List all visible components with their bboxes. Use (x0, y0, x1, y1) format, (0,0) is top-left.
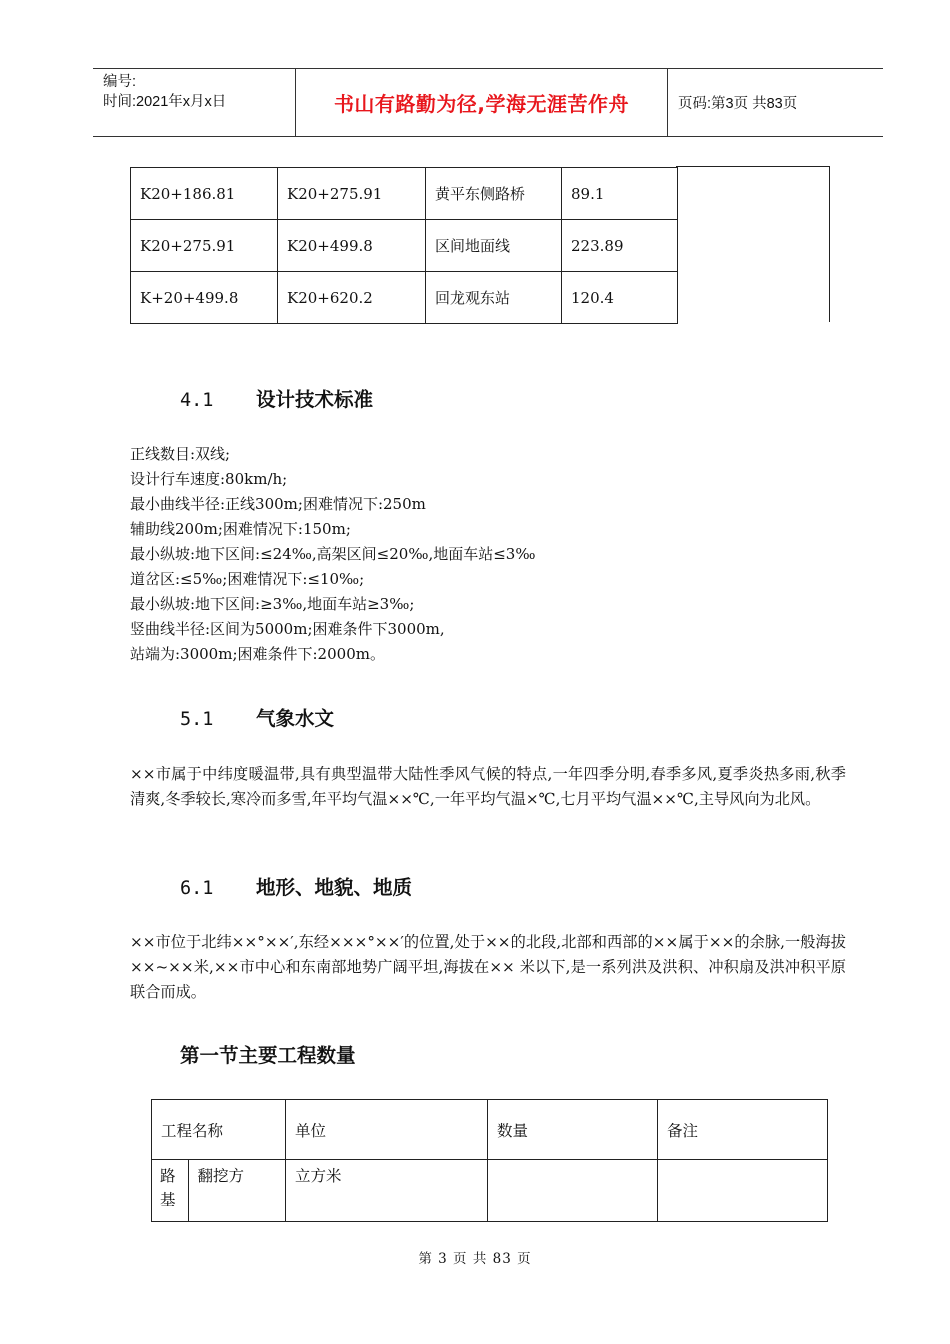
header-meta (103, 72, 226, 112)
table-trailing-border (676, 166, 830, 322)
section-title: 气象水文 (256, 707, 335, 730)
table-cell-group: 路基 (152, 1160, 189, 1222)
terrain-paragraph: ××市位于北纬××°××′,东经×××°××′的位置,处于××的北段,北部和西部的××属于××的余脉,一般海拔××~××米,××市中心和东南部地势广阔平坦,海拔在×× 米以下,是一系列洪及洪积、冲积扇及洪冲积平原联合而成。 (130, 933, 846, 1001)
table-cell: K20+275.91 (278, 168, 426, 220)
table-cell (658, 1160, 828, 1222)
table-cell: 120.4 (562, 272, 678, 324)
standard-line: 最小纵坡:地下区间:≤24‰,高架区间≤20‰,地面车站≤3‰ (130, 545, 536, 563)
section-number: 6.1 (180, 878, 214, 899)
table-cell: K+20+499.8 (131, 272, 278, 324)
column-header: 单位 (286, 1100, 488, 1160)
table-cell: 区间地面线 (426, 220, 562, 272)
table-header-row (152, 1100, 828, 1160)
table-cell: K20+186.81 (131, 168, 278, 220)
standard-line: 最小纵坡:地下区间:≥3‰,地面车站≥3‰; (130, 595, 415, 613)
standard-line: 最小曲线半径:正线300m;困难情况下:250m (130, 495, 426, 513)
table-cell: 黄平东侧路桥 (426, 168, 562, 220)
standard-line: 正线数目:双线; (130, 445, 231, 463)
table-cell: 回龙观东站 (426, 272, 562, 324)
design-standards-list (130, 442, 535, 667)
header-page-indicator: 页码:第3页 共83页 (678, 96, 798, 112)
table-row (131, 168, 678, 220)
standard-line: 竖曲线半径:区间为5000m;困难条件下3000m, (130, 620, 445, 638)
standard-line: 辅助线200m;困难情况下:150m; (130, 520, 351, 538)
header-bottom-rule (93, 136, 883, 137)
section-heading-5-1 (180, 703, 334, 731)
table-cell (488, 1160, 658, 1222)
column-header: 工程名称 (152, 1100, 286, 1160)
section-heading-quantity: 第一节主要工程数量 (180, 1044, 356, 1067)
standard-line: 站端为:3000m;困难条件下:2000m。 (130, 645, 385, 663)
climate-paragraph: ××市属于中纬度暖温带,具有典型温带大陆性季风气候的特点,一年四季分明,春季多风,夏季炎热多雨,秋季清爽,冬季较长,寒冷而多雪,年平均气温××℃,一年平均气温×℃,七月平均气温××℃,主导风向为北风。 (130, 765, 846, 808)
table-cell: K20+275.91 (131, 220, 278, 272)
table-cell: 立方米 (286, 1160, 488, 1222)
table-row (152, 1160, 828, 1222)
document-number-label: 编号: (103, 74, 137, 90)
page-footer: 第 3 页 共 83 页 (418, 1251, 532, 1267)
standard-line: 设计行车速度:80km/h; (130, 470, 288, 488)
quantity-table (151, 1099, 828, 1222)
header-motto: 书山有路勤为径,学海无涯苦作舟 (333, 91, 630, 116)
segment-table (130, 167, 678, 324)
column-header: 数量 (488, 1100, 658, 1160)
column-header: 备注 (658, 1100, 828, 1160)
table-row (131, 272, 678, 324)
table-cell: K20+620.2 (278, 272, 426, 324)
document-time-label: 时间:2021年x月x日 (103, 94, 227, 110)
section-heading-4-1 (180, 384, 373, 412)
table-cell: 翻挖方 (188, 1160, 285, 1222)
section-title: 地形、地貌、地质 (256, 876, 413, 899)
section-number: 5.1 (180, 709, 214, 730)
section-number: 4.1 (180, 390, 214, 411)
table-row (131, 220, 678, 272)
header-divider-right (667, 68, 668, 136)
table-cell: 89.1 (562, 168, 678, 220)
table-cell: K20+499.8 (278, 220, 426, 272)
standard-line: 道岔区:≤5‰;困难情况下:≤10‰; (130, 570, 365, 588)
section-title: 设计技术标准 (256, 388, 374, 411)
section-heading-6-1 (180, 872, 412, 900)
table-cell: 223.89 (562, 220, 678, 272)
